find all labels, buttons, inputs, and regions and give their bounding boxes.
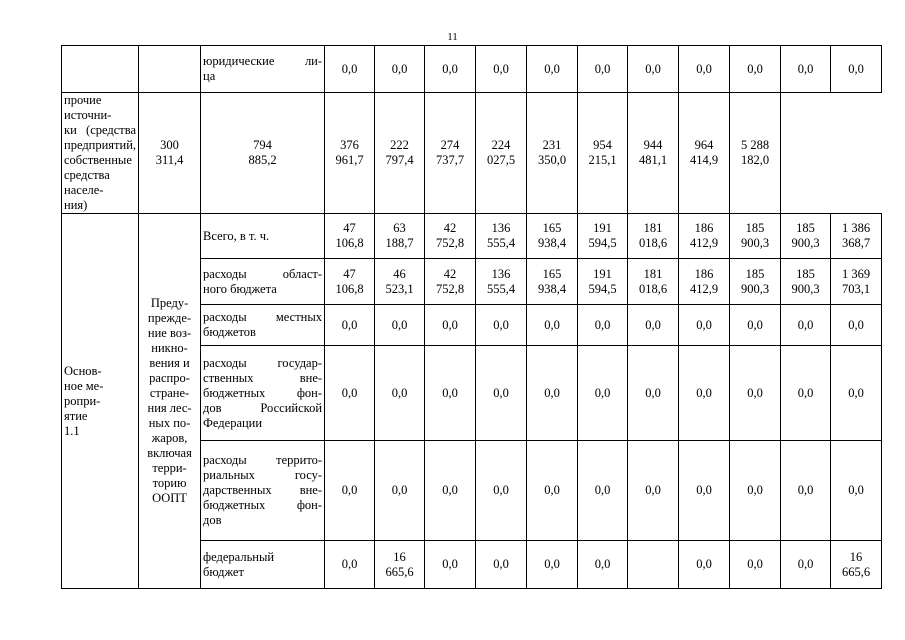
value-cell: 42 752,8 [425, 259, 476, 305]
value-cell: 0,0 [375, 346, 425, 441]
value-cell: 0,0 [781, 305, 831, 346]
value-cell: 0,0 [476, 305, 527, 346]
value-cell: 0,0 [325, 346, 375, 441]
value-cell: 185 900,3 [730, 259, 781, 305]
budget-table [61, 45, 882, 589]
value-cell: 0,0 [831, 441, 882, 541]
value-cell: 0,0 [831, 305, 882, 346]
value-cell: 964 414,9 [679, 93, 730, 214]
value-cell: 181 018,6 [628, 214, 679, 259]
value-cell: 0,0 [527, 441, 578, 541]
value-cell: 0,0 [781, 441, 831, 541]
value-cell: 0,0 [730, 305, 781, 346]
value-cell: 300 311,4 [139, 93, 201, 214]
value-cell: 0,0 [375, 305, 425, 346]
value-cell: 0,0 [628, 46, 679, 93]
value-cell: 185 900,3 [781, 214, 831, 259]
value-cell: 16 665,6 [831, 541, 882, 589]
value-cell: 224 027,5 [476, 93, 527, 214]
value-cell: 794 885,2 [201, 93, 325, 214]
value-cell: 46 523,1 [375, 259, 425, 305]
funding-source-label: расходы террито- риальных госу- дарственных вне- бюджетных фон- дов [201, 441, 325, 541]
blank-measure-cell [62, 46, 139, 93]
value-cell: 5 288 182,0 [730, 93, 781, 214]
value-cell: 186 412,9 [679, 214, 730, 259]
value-cell: 0,0 [679, 305, 730, 346]
value-cell: 274 737,7 [425, 93, 476, 214]
value-cell: 0,0 [679, 541, 730, 589]
value-cell: 0,0 [730, 541, 781, 589]
value-cell: 0,0 [527, 305, 578, 346]
value-cell: 0,0 [628, 305, 679, 346]
value-cell: 0,0 [781, 346, 831, 441]
value-cell: 0,0 [325, 441, 375, 541]
value-cell: 0,0 [679, 441, 730, 541]
funding-source-label: расходы государ- ственных вне- бюджетных фон- дов Российской Федерации [201, 346, 325, 441]
value-cell: 0,0 [425, 441, 476, 541]
value-cell: 0,0 [831, 46, 882, 93]
value-cell: 0,0 [578, 441, 628, 541]
value-cell: 0,0 [425, 305, 476, 346]
funding-source-label: федеральный бюджет [201, 541, 325, 589]
value-cell: 231 350,0 [527, 93, 578, 214]
page-number: 11 [447, 31, 458, 43]
table-row [62, 93, 882, 214]
value-cell: 0,0 [730, 346, 781, 441]
value-cell: 0,0 [831, 346, 882, 441]
value-cell: 0,0 [628, 441, 679, 541]
value-cell: 0,0 [527, 346, 578, 441]
funding-source-label: Всего, в т. ч. [201, 214, 325, 259]
value-cell: 0,0 [425, 46, 476, 93]
value-cell: 1 369 703,1 [831, 259, 882, 305]
funding-source-label: юридические ли- ца [201, 46, 325, 93]
funding-source-label: расходы област- ного бюджета [201, 259, 325, 305]
value-cell: 0,0 [425, 346, 476, 441]
value-cell: 0,0 [325, 305, 375, 346]
value-cell: 0,0 [730, 441, 781, 541]
value-cell: 0,0 [679, 46, 730, 93]
value-cell: 16 665,6 [375, 541, 425, 589]
value-cell: 954 215,1 [578, 93, 628, 214]
value-cell: 0,0 [375, 441, 425, 541]
value-cell: 1 386 368,7 [831, 214, 882, 259]
event-cell: Преду- прежде- ние воз- никно- вения и распро- стране- ния лес- ных по- жаров, включая терри- торию ООПТ [139, 214, 201, 589]
value-cell: 0,0 [325, 541, 375, 589]
value-cell: 0,0 [578, 46, 628, 93]
value-cell: 944 481,1 [628, 93, 679, 214]
value-cell: 0,0 [476, 46, 527, 93]
value-cell: 186 412,9 [679, 259, 730, 305]
table-row [62, 214, 882, 259]
measure-cell: Основ- ное ме- ропри- ятие 1.1 [62, 214, 139, 589]
value-cell: 136 555,4 [476, 259, 527, 305]
value-cell: 376 961,7 [325, 93, 375, 214]
value-cell: 0,0 [476, 441, 527, 541]
value-cell: 0,0 [476, 346, 527, 441]
value-cell: 185 900,3 [730, 214, 781, 259]
value-cell: 47 106,8 [325, 259, 375, 305]
value-cell: 0,0 [527, 46, 578, 93]
funding-source-label: расходы местных бюджетов [201, 305, 325, 346]
value-cell: 185 900,3 [781, 259, 831, 305]
value-cell: 0,0 [425, 541, 476, 589]
value-cell: 222 797,4 [375, 93, 425, 214]
value-cell: 47 106,8 [325, 214, 375, 259]
value-cell: 0,0 [781, 541, 831, 589]
value-cell: 136 555,4 [476, 214, 527, 259]
value-cell: 0,0 [527, 541, 578, 589]
value-cell: 42 752,8 [425, 214, 476, 259]
value-cell: 63 188,7 [375, 214, 425, 259]
value-cell: 181 018,6 [628, 259, 679, 305]
value-cell: 165 938,4 [527, 259, 578, 305]
value-cell: 0,0 [730, 46, 781, 93]
value-cell: 165 938,4 [527, 214, 578, 259]
value-cell: 0,0 [476, 541, 527, 589]
value-cell: 0,0 [578, 346, 628, 441]
value-cell: 0,0 [325, 46, 375, 93]
value-cell: 0,0 [781, 46, 831, 93]
funding-source-label: прочие источни- ки (средства предприятий, собственные средства населе- ния) [62, 93, 139, 214]
value-cell: 0,0 [375, 46, 425, 93]
value-cell: 0,0 [578, 541, 628, 589]
blank-event-cell [139, 46, 201, 93]
value-cell [628, 541, 679, 589]
table-row [62, 46, 882, 93]
value-cell: 0,0 [679, 346, 730, 441]
value-cell: 191 594,5 [578, 259, 628, 305]
value-cell: 191 594,5 [578, 214, 628, 259]
value-cell: 0,0 [628, 346, 679, 441]
value-cell: 0,0 [578, 305, 628, 346]
